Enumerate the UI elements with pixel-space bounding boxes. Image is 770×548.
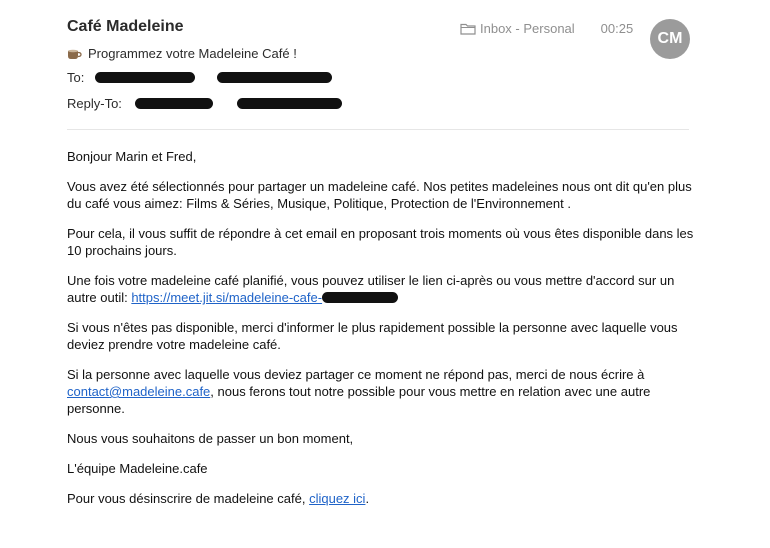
redacted-recipient-1 — [95, 72, 195, 83]
contact-text-before: Si la personne avec laquelle vous deviez partager ce moment ne répond pas, merci de nous écrire à — [67, 367, 645, 382]
coffee-icon — [67, 47, 82, 60]
redacted-recipient-2 — [217, 72, 332, 83]
redacted-reply-to-2 — [237, 98, 342, 109]
paragraph-wishes: Nous vous souhaitons de passer un bon moment, — [67, 431, 354, 446]
meeting-text: Une fois votre madeleine café planifié, vous pouvez utiliser le lien ci-après ou vous mettre d'accord sur un autre outil: — [67, 273, 675, 305]
meeting-link[interactable]: https://meet.jit.si/madeleine-cafe- — [131, 290, 323, 305]
contact-text-after: , nous ferons tout notre possible pour vous mettre en relation avec une autre personne. — [67, 384, 651, 416]
signature: L'équipe Madeleine.cafe — [67, 461, 208, 476]
greeting: Bonjour Marin et Fred, — [67, 149, 197, 164]
to-row — [67, 70, 332, 85]
paragraph-unsubscribe — [67, 490, 697, 507]
paragraph-intro: Vous avez été sélectionnés pour partager un madeleine café. Nos petites madeleines nous ont dit qu'en plus du café vous aimez: Films & Séries, Musique, Politique, Protection de l'Environnement . — [67, 179, 692, 211]
header-divider — [67, 129, 689, 130]
redacted-reply-to-1 — [135, 98, 213, 109]
avatar: CM — [650, 19, 690, 59]
paragraph-availability: Pour cela, il vous suffit de répondre à cet email en proposant trois moments où vous êtes disponible dans les 10 prochains jours. — [67, 226, 694, 258]
sender-name: Café Madeleine — [67, 18, 184, 35]
email-time: 00:25 — [600, 21, 634, 36]
reply-to-row — [67, 96, 342, 111]
paragraph-unavailable: Si vous n'êtes pas disponible, merci d'informer le plus rapidement possible la personne avec laquelle vous deviez prendre votre madeleine café. — [67, 320, 678, 352]
paragraph-contact — [67, 366, 697, 417]
unsubscribe-period: . — [365, 491, 370, 506]
reply-to-label: Reply-To: — [67, 96, 122, 111]
folder-icon — [460, 23, 476, 35]
folder-label[interactable]: Inbox - Personal — [480, 21, 575, 36]
subject-text: Programmez votre Madeleine Café ! — [88, 46, 297, 61]
contact-email-link[interactable]: contact@madeleine.cafe — [67, 384, 211, 399]
redacted-link-suffix — [322, 292, 398, 303]
email-meta — [460, 21, 633, 36]
email-subject — [67, 46, 297, 61]
email-body — [67, 148, 697, 520]
unsubscribe-text: Pour vous désinscrire de madeleine café, — [67, 491, 310, 506]
paragraph-meeting-link — [67, 272, 697, 306]
to-label: To: — [67, 70, 85, 85]
unsubscribe-link[interactable]: cliquez ici — [309, 491, 366, 506]
